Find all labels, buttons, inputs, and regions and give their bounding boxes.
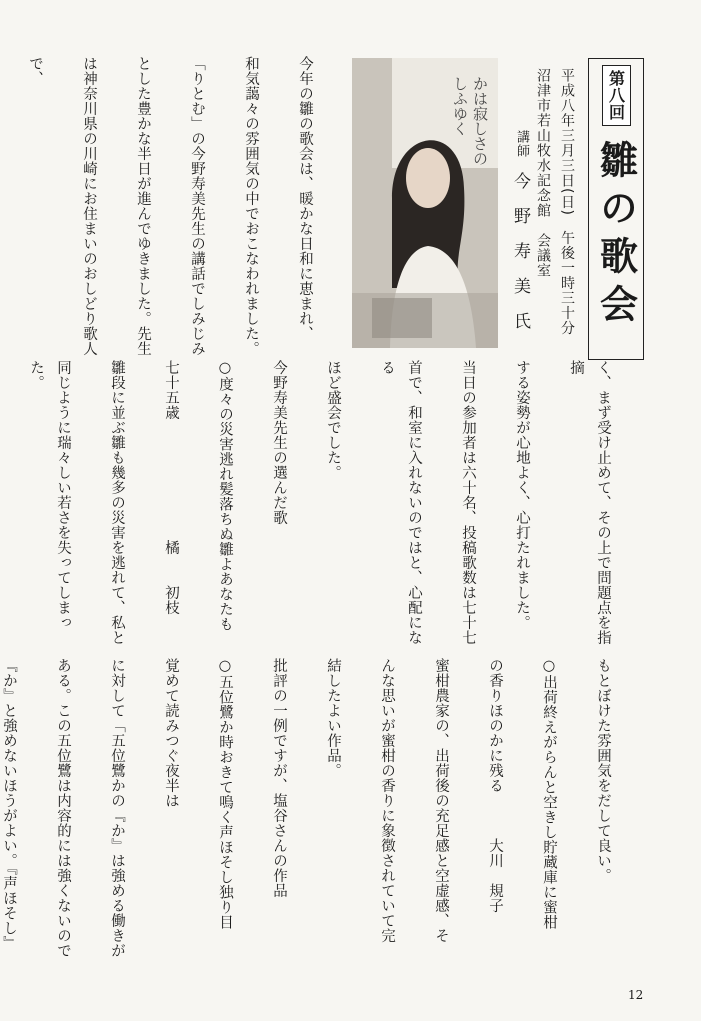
line: く、まず受け止めて、その上で問題点を指摘 xyxy=(568,360,611,645)
line: 結したよい作品。 xyxy=(325,658,341,778)
article-body-bottom xyxy=(1,658,643,958)
event-date: 平成八年三月三日(日) 午後一時三十分 xyxy=(559,68,575,336)
svg-text:かは寂しさの: かは寂しさの xyxy=(471,76,489,166)
article-body-top xyxy=(27,56,345,356)
line: 覚めて読みつぐ夜半は xyxy=(163,658,179,808)
issue-label: 第八回 xyxy=(602,65,631,126)
page-number: 12 xyxy=(628,988,644,1002)
line: は神奈川県の川崎にお住まいのおしどり歌人 xyxy=(81,56,97,356)
svg-text:しふゆく: しふゆく xyxy=(451,76,469,136)
line: 蜜柑農家の、出荷後の充足感と空虚感、そ xyxy=(433,658,449,943)
portrait-photo xyxy=(352,58,498,348)
line: ○五位鷺か時おきて鳴く声ほそし独り目 xyxy=(217,658,233,930)
event-venue: 沼津市若山牧水記念館 会議室 xyxy=(535,68,551,278)
line: 『か』と強めないほうがよい。『声ほそし』 xyxy=(1,658,17,951)
line: する姿勢が心地よく、心打たれました。 xyxy=(514,360,530,630)
line: 批評の一例ですが、塩谷さんの作品 xyxy=(271,658,287,898)
line: に対して「五位鷺かの『か』は強める働きが xyxy=(109,658,125,958)
line: で、 xyxy=(27,56,43,86)
title-box xyxy=(588,58,644,360)
line: 和気藹々の雰囲気の中でおこなわれました。 xyxy=(243,56,259,356)
line: 七十五歳 橘 初枝 xyxy=(163,360,179,615)
article-body-middle xyxy=(28,360,643,650)
line: 首で、和室に入れないのではと、心配になる xyxy=(379,360,422,645)
line: ○度々の災害逃れ髪落ちぬ雛よあなたも xyxy=(217,360,233,632)
line: 当日の参加者は六十名、投稿歌数は七十七 xyxy=(460,360,476,645)
line: もとぼけた雰囲気をだして良い。 xyxy=(595,658,611,883)
line: ○出荷終えがらんと空きし貯蔵庫に蜜柑 xyxy=(541,658,557,930)
line: んな思いが蜜柑の香りに象徴されていて完 xyxy=(379,658,395,943)
event-title: 雛の歌会 xyxy=(593,140,638,332)
portrait-photo-illustration xyxy=(352,58,498,348)
line: ほど盛会でした。 xyxy=(325,360,341,480)
line: 同じように瑞々しい若さを失ってしまった。 xyxy=(28,360,71,630)
line: とした豊かな半日が進んでゆきました。先生 xyxy=(135,56,151,356)
line: 「りとむ」の今野寿美先生の講話でしみじみ xyxy=(189,56,205,356)
line: 今年の雛の歌会は、暖かな日和に恵まれ、 xyxy=(297,56,313,341)
line: の香りほのかに残る 大川 規子 xyxy=(487,658,503,913)
line: ある。この五位鷺は内容的には強くないので xyxy=(55,658,71,958)
lecturer-role: 講師 xyxy=(514,130,529,158)
lecturer-name: 今野寿美氏 xyxy=(510,172,530,347)
line: 雛段に並ぶ雛も幾多の災害を逃れて、私と xyxy=(109,360,125,645)
line: 今野寿美先生の選んだ歌 xyxy=(271,360,287,525)
